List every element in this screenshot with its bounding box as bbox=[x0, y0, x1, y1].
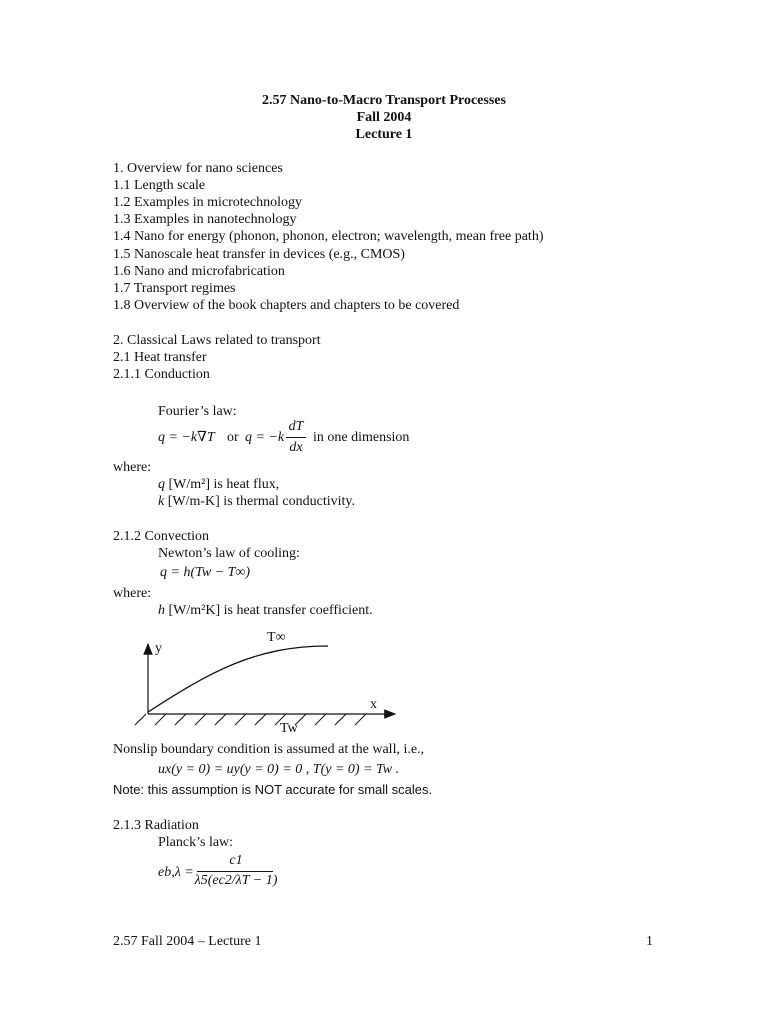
k-definition: [W/m-K] is thermal conductivity. bbox=[167, 494, 355, 509]
planck-fraction-bar bbox=[197, 871, 273, 872]
newton-equation: q = h(Tw − T∞) bbox=[160, 565, 251, 580]
q-definition: [W/m²] is heat flux, bbox=[168, 477, 280, 492]
nonslip-text: Nonslip boundary condition is assumed at the wall, i.e., bbox=[113, 742, 425, 757]
fraction-denominator: dx bbox=[289, 440, 303, 455]
lecture-number: Lecture 1 bbox=[355, 127, 413, 142]
q-symbol: q bbox=[158, 477, 165, 492]
toc-item: 1.1 Length scale bbox=[113, 178, 206, 193]
planck-denominator: λ5(ec2/λT − 1) bbox=[194, 873, 278, 888]
planck-numerator: c1 bbox=[229, 853, 243, 868]
section-heading: 2.1.3 Radiation bbox=[113, 818, 199, 833]
velocity-profile-curve bbox=[148, 646, 328, 712]
toc-item: 1.5 Nanoscale heat transfer in devices (e.g., CMOS) bbox=[113, 247, 405, 262]
toc-item: 1.4 Nano for energy (phonon, phonon, electron; wavelength, mean free path) bbox=[113, 229, 544, 244]
page-number: 1 bbox=[646, 934, 653, 949]
fraction-numerator: dT bbox=[288, 419, 304, 434]
one-dimension-text: in one dimension bbox=[313, 430, 410, 445]
k-symbol: k bbox=[158, 494, 165, 509]
y-axis-label: y bbox=[155, 641, 162, 656]
toc-item: 1.8 Overview of the book chapters and chapters to be covered bbox=[113, 298, 460, 313]
footer-left: 2.57 Fall 2004 – Lecture 1 bbox=[113, 934, 262, 949]
section-heading: 2.1.1 Conduction bbox=[113, 367, 210, 382]
toc-item: 1.3 Examples in nanotechnology bbox=[113, 212, 297, 227]
newton-law-label: Newton’s law of cooling: bbox=[158, 546, 300, 561]
toc-item: 1.6 Nano and microfabrication bbox=[113, 264, 285, 279]
h-definition: [W/m²K] is heat transfer coefficient. bbox=[168, 603, 373, 618]
planck-law-label: Planck’s law: bbox=[158, 835, 234, 850]
h-symbol: h bbox=[158, 603, 165, 618]
or-text: or bbox=[227, 430, 239, 445]
boundary-equation: ux(y = 0) = uy(y = 0) = 0 , T(y = 0) = Tw . bbox=[158, 762, 400, 777]
toc-item: 1. Overview for nano sciences bbox=[113, 161, 283, 176]
wall-hatching bbox=[135, 714, 366, 725]
section-heading: 2. Classical Laws related to transport bbox=[113, 333, 321, 348]
planck-lhs: eb,λ = bbox=[158, 865, 194, 880]
t-wall-label: Tw bbox=[280, 721, 298, 736]
toc-item: 1.2 Examples in microtechnology bbox=[113, 195, 302, 210]
small-scale-note: Note: this assumption is NOT accurate for small scales. bbox=[113, 782, 433, 797]
where-label: where: bbox=[113, 586, 152, 601]
course-title: 2.57 Nano-to-Macro Transport Processes bbox=[262, 93, 506, 108]
fourier-equation-1d-lhs: q = −k bbox=[245, 430, 285, 445]
where-label: where: bbox=[113, 460, 152, 475]
term: Fall 2004 bbox=[356, 110, 412, 125]
t-infinity-label: T∞ bbox=[267, 630, 286, 645]
fourier-law-label: Fourier’s law: bbox=[158, 404, 237, 419]
section-heading: 2.1 Heat transfer bbox=[113, 350, 207, 365]
x-axis-label: x bbox=[370, 697, 377, 712]
fourier-equation-vector: q = −k∇T bbox=[158, 430, 215, 445]
section-heading: 2.1.2 Convection bbox=[113, 529, 210, 544]
toc-item: 1.7 Transport regimes bbox=[113, 281, 236, 296]
